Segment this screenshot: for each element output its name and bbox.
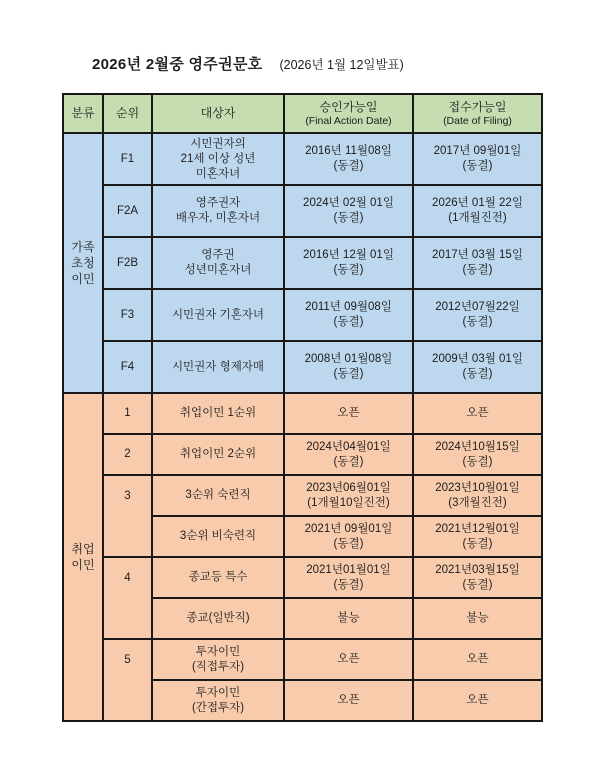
text-line: 5 (124, 654, 131, 666)
text-line: 접수가능일 (448, 99, 507, 114)
text-line: 21세 이상 성년 (180, 152, 256, 165)
text-line: 2024년10월15일 (435, 440, 520, 453)
text-line: 승인가능일 (319, 99, 378, 114)
text-line: 투자이민 (195, 645, 241, 658)
priority-cell (103, 475, 152, 557)
priority-cell (103, 557, 152, 639)
final-action-cell (284, 341, 413, 393)
text-line: 시민권자 기혼자녀 (171, 308, 265, 321)
final-action-cell (284, 516, 413, 557)
text-line: 오픈 (337, 407, 360, 419)
text-line: 초청 (71, 256, 95, 270)
text-line: 2009년 03월 01일 (432, 353, 523, 365)
filing-cell (413, 434, 542, 475)
target-cell (152, 516, 284, 557)
priority-cell (103, 237, 152, 289)
employment-category-cell (63, 393, 103, 721)
text-line: 2011년 09월08일 (305, 301, 392, 313)
text-line: 2024년 02월 01일 (303, 197, 394, 209)
text-line: 3순위 비숙련직 (179, 530, 257, 542)
page-title: 2026년 2월중 영주권문호 (92, 56, 263, 73)
text-line: (1개월진전) (448, 212, 507, 224)
header-cell-final-action (284, 94, 413, 133)
filing-cell (413, 557, 542, 598)
text-line: 이민 (71, 558, 95, 572)
text-line: 3 (124, 490, 131, 502)
table-row-f4 (63, 341, 542, 393)
text-line: 취업이민 1순위 (179, 407, 257, 419)
text-line: 종교등 특수 (188, 571, 248, 583)
text-line: 3순위 숙련직 (185, 489, 251, 501)
target-cell (152, 289, 284, 341)
priority-cell (103, 133, 152, 185)
filing-cell (413, 598, 542, 639)
text-line: (간접투자) (191, 701, 245, 714)
final-action-cell (284, 289, 413, 341)
final-action-cell (284, 434, 413, 475)
text-line: F2A (116, 204, 139, 217)
text-line: 대상자 (200, 106, 236, 120)
text-line: 영주권자 (195, 197, 241, 209)
text-line: 4 (124, 572, 131, 584)
table-row-eb4-special (63, 557, 542, 598)
text-line: 2023년10월01일 (435, 481, 520, 494)
filing-cell (413, 639, 542, 680)
final-action-cell (284, 598, 413, 639)
table-row-f1 (63, 133, 542, 185)
text-line: 2 (124, 448, 131, 460)
target-cell (152, 434, 284, 475)
text-line: 1 (124, 407, 131, 419)
text-line: F4 (120, 360, 135, 373)
text-line: 2021년12월01일 (435, 522, 520, 535)
priority-cell (103, 393, 152, 434)
table-row-f2b (63, 237, 542, 289)
text-line: 성년미혼자녀 (184, 264, 252, 276)
text-line: (동결) (333, 537, 364, 550)
text-line: (동결) (333, 368, 364, 380)
text-line: 시민권자의 (190, 137, 246, 150)
text-line: F1 (120, 152, 135, 165)
text-line: (직접투자) (191, 660, 245, 673)
table-row-eb2 (63, 434, 542, 475)
text-line: (동결) (462, 537, 493, 550)
text-line: 오픈 (466, 694, 489, 706)
text-line: 2012년07월22일 (435, 301, 520, 313)
target-cell (152, 185, 284, 237)
text-line: 순위 (115, 106, 140, 120)
text-line: 2021년 09월01일 (304, 522, 393, 535)
text-line: 오픈 (337, 694, 360, 706)
text-line: (Date of Filing) (443, 114, 512, 127)
text-line: 2016년 12월 01일 (303, 249, 394, 261)
text-line: (동결) (462, 578, 493, 591)
target-cell (152, 393, 284, 434)
table-row-f2a (63, 185, 542, 237)
text-line: 오픈 (337, 653, 360, 665)
header-cell-category (63, 94, 103, 133)
table-row-eb1 (63, 393, 542, 434)
text-line: 투자이민 (195, 686, 241, 699)
text-line: 2023년06월01일 (306, 481, 391, 494)
text-line: 오픈 (466, 407, 489, 419)
text-line: 2026년 01월 22일 (432, 197, 523, 209)
text-line: 취업 (71, 542, 95, 556)
filing-cell (413, 133, 542, 185)
text-line: (동결) (333, 316, 364, 328)
text-line: 분류 (71, 106, 95, 120)
text-line: 2017년 09월01일 (433, 145, 522, 157)
target-cell (152, 133, 284, 185)
target-cell (152, 639, 284, 680)
target-cell (152, 598, 284, 639)
text-line: (동결) (462, 368, 493, 380)
table-row-eb3-skilled (63, 475, 542, 516)
final-action-cell (284, 557, 413, 598)
filing-cell (413, 185, 542, 237)
text-line: 취업이민 2순위 (179, 448, 257, 460)
text-line: (동결) (333, 264, 364, 276)
final-action-cell (284, 639, 413, 680)
header-cell-target (152, 94, 284, 133)
final-action-cell (284, 475, 413, 516)
title-row (92, 53, 404, 74)
text-line: 2016년 11월08일 (305, 145, 392, 157)
filing-cell (413, 475, 542, 516)
target-cell (152, 341, 284, 393)
text-line: 2024년04월01일 (306, 440, 391, 453)
text-line: (동결) (333, 160, 364, 172)
text-line: 불능 (466, 612, 489, 624)
target-cell (152, 475, 284, 516)
page-subtitle: (2026년 1월 12일발표) (279, 58, 404, 72)
text-line: 2008년 01월08일 (304, 353, 393, 365)
final-action-cell (284, 393, 413, 434)
priority-cell (103, 434, 152, 475)
header-row (63, 94, 542, 133)
filing-cell (413, 516, 542, 557)
target-cell (152, 557, 284, 598)
text-line: 배우자, 미혼자녀 (175, 212, 261, 224)
text-line: (3개월진전) (448, 496, 507, 509)
text-line: (동결) (462, 264, 493, 276)
filing-cell (413, 289, 542, 341)
header-cell-priority (103, 94, 152, 133)
text-line: (1개월10일진전) (307, 496, 390, 509)
text-line: 시민권자 형제자매 (171, 360, 265, 373)
text-line: 2021년03월15일 (435, 563, 520, 576)
text-line: 2021년01월01일 (306, 563, 391, 576)
priority-cell (103, 289, 152, 341)
text-line: 오픈 (466, 653, 489, 665)
target-cell (152, 237, 284, 289)
target-cell (152, 680, 284, 721)
visa-bulletin-table (62, 93, 543, 722)
final-action-cell (284, 133, 413, 185)
text-line: 종교(일반직) (186, 612, 250, 624)
final-action-cell (284, 185, 413, 237)
text-line: 이민 (71, 272, 95, 286)
priority-cell (103, 639, 152, 721)
priority-cell (103, 341, 152, 393)
text-line: (동결) (333, 455, 364, 468)
final-action-cell (284, 237, 413, 289)
filing-cell (413, 680, 542, 721)
filing-cell (413, 341, 542, 393)
text-line: F3 (120, 308, 135, 321)
text-line: F2B (116, 256, 139, 269)
header-cell-filing (413, 94, 542, 133)
text-line: 영주권 (201, 249, 235, 261)
text-line: 가족 (71, 240, 95, 254)
text-line: (동결) (462, 316, 493, 328)
family-category-cell (63, 133, 103, 393)
table-row-f3 (63, 289, 542, 341)
text-line: 2017년 03월 15일 (432, 249, 523, 261)
final-action-cell (284, 680, 413, 721)
table-row-eb5-direct (63, 639, 542, 680)
text-line: (Final Action Date) (305, 114, 392, 127)
filing-cell (413, 237, 542, 289)
text-line: (동결) (462, 160, 493, 172)
text-line: 미혼자녀 (195, 167, 241, 180)
text-line: (동결) (333, 212, 364, 224)
filing-cell (413, 393, 542, 434)
priority-cell (103, 185, 152, 237)
text-line: 불능 (337, 612, 360, 624)
text-line: (동결) (333, 578, 364, 591)
text-line: (동결) (462, 455, 493, 468)
